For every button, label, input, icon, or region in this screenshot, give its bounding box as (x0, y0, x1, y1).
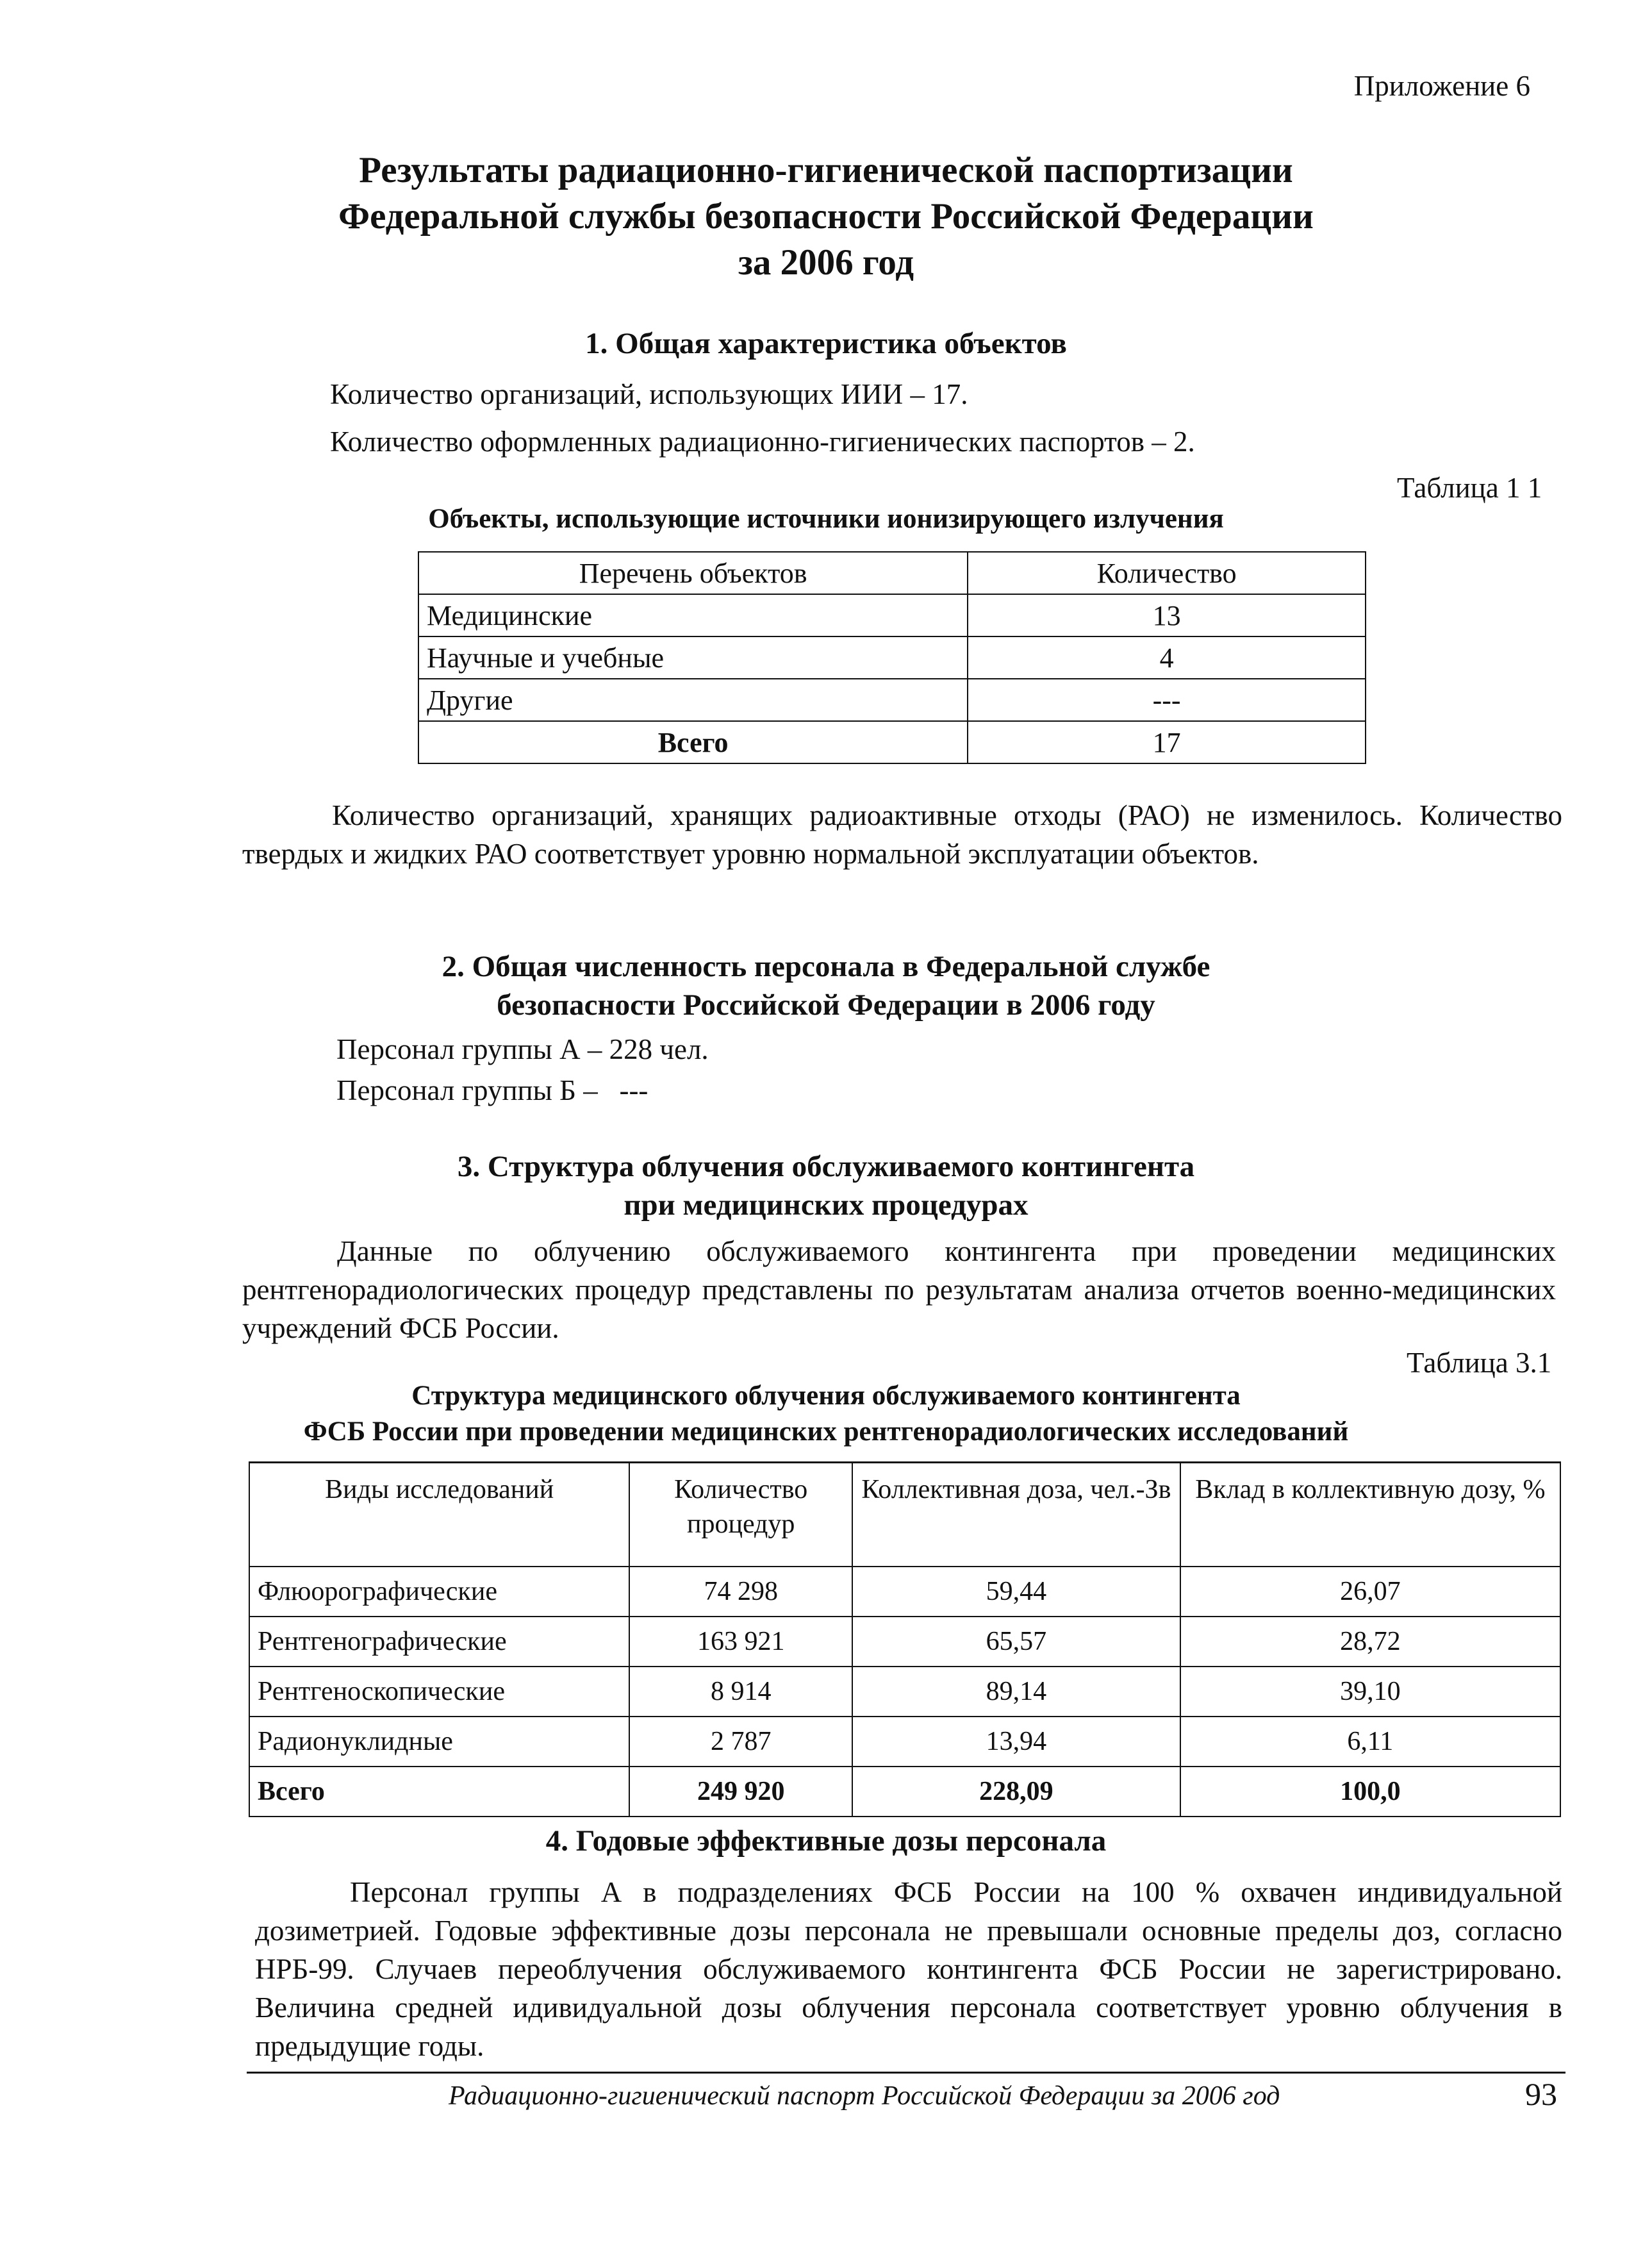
section-3-heading (0, 1147, 1652, 1224)
table-row (418, 679, 1366, 721)
table-row (249, 1567, 1560, 1617)
heading-line: безопасности Российской Федерации в 2006 году (497, 988, 1155, 1022)
total-count: 17 (968, 721, 1366, 763)
dose-share: 39,10 (1180, 1667, 1560, 1717)
total-label: Всего (249, 1767, 629, 1817)
column-header: Виды исследований (249, 1463, 629, 1567)
column-header: Коллективная доза, чел.-Зв (852, 1463, 1180, 1567)
column-header: Количество процедур (629, 1463, 852, 1567)
heading-line: 2. Общая численность персонала в Федеральной службе (442, 950, 1210, 983)
caption-line: ФСБ России при проведении медицинских рентгенорадиологических исследований (303, 1417, 1349, 1447)
footer-text: Радиационно-гигиенический паспорт Российской Федерации за 2006 год (449, 2081, 1280, 2111)
collective-dose: 89,14 (852, 1667, 1180, 1717)
caption-line: Структура медицинского облучения обслуживаемого контингента (411, 1381, 1241, 1411)
object-count: --- (968, 679, 1366, 721)
collective-dose: 65,57 (852, 1617, 1180, 1667)
procedure-count: 2 787 (629, 1717, 852, 1767)
medical-exposure-table (249, 1461, 1561, 1817)
section-1-heading: 1. Общая характеристика объектов (585, 327, 1067, 360)
table-2-number: Таблица 3.1 (1407, 1347, 1552, 1379)
total-share: 100,0 (1180, 1767, 1560, 1817)
heading-line: 3. Структура облучения обслуживаемого контингента (457, 1150, 1195, 1183)
heading-line: при медицинских процедурах (624, 1188, 1028, 1222)
column-header: Количество (968, 552, 1366, 594)
object-name: Научные и учебные (418, 636, 968, 679)
medical-data-paragraph: Данные по облучению обслуживаемого контингента при проведении медицинских рентгенорадиологических процедур представлены по результатам анализа отчетов военно-медицинских учреждений ФСБ России. (242, 1235, 1556, 1344)
annual-dose-paragraph: Персонал группы А в подразделениях ФСБ России на 100 % охвачен индивидуальной дозиметрией. Годовые эффективные дозы персонала не превышали основные пределы доз, согласно НРБ-99. Случаев переоблучения обслуживаемого контингента ФСБ России не зарегистрировано. Величина средней идивидуальной дозы облучения персонала соответствует уровню облучения в предыдущие годы. (255, 1876, 1562, 2062)
table-row (418, 594, 1366, 636)
table-total-row (249, 1767, 1560, 1817)
table-row (418, 636, 1366, 679)
table-1-number: Таблица 1 1 (1397, 472, 1542, 504)
table-row (249, 1667, 1560, 1717)
table-1-caption: Объекты, использующие источники ионизирующего излучения (428, 504, 1224, 534)
column-header: Вклад в коллективную дозу, % (1180, 1463, 1560, 1567)
rao-paragraph: Количество организаций, хранящих радиоактивные отходы (РАО) не изменилось. Количество твердых и жидких РАО соответствует уровню нормальной эксплуатации объектов. (242, 799, 1562, 870)
personnel-group-b: Персонал группы Б – --- (336, 1074, 648, 1106)
dose-share: 26,07 (1180, 1567, 1560, 1617)
org-count-line: Количество организаций, использующих ИИИ – 17. (330, 378, 968, 410)
column-header: Перечень объектов (418, 552, 968, 594)
table-row (249, 1617, 1560, 1667)
title-line: Результаты радиационно-гигиенической паспортизации (359, 150, 1293, 190)
exam-type: Флюорографические (249, 1567, 629, 1617)
appendix-label: Приложение 6 (1353, 70, 1530, 102)
table-row (249, 1717, 1560, 1767)
table-2-caption (0, 1378, 1652, 1450)
footer-rule (247, 2072, 1565, 2074)
section-2-heading (0, 947, 1652, 1024)
object-count: 13 (968, 594, 1366, 636)
procedure-count: 8 914 (629, 1667, 852, 1717)
exam-type: Радионуклидные (249, 1717, 629, 1767)
dose-share: 6,11 (1180, 1717, 1560, 1767)
title-line: Федеральной службы безопасности Российской Федерации (338, 196, 1314, 237)
object-name: Другие (418, 679, 968, 721)
title-line: за 2006 год (738, 242, 914, 283)
table-total-row (418, 721, 1366, 763)
total-procedures: 249 920 (629, 1767, 852, 1817)
object-name: Медицинские (418, 594, 968, 636)
total-label: Всего (418, 721, 968, 763)
procedure-count: 74 298 (629, 1567, 852, 1617)
collective-dose: 13,94 (852, 1717, 1180, 1767)
collective-dose: 59,44 (852, 1567, 1180, 1617)
document-title (0, 147, 1652, 286)
passport-count-line: Количество оформленных радиационно-гигиенических паспортов – 2. (330, 426, 1195, 458)
personnel-group-a: Персонал группы А – 228 чел. (336, 1033, 709, 1065)
objects-table (418, 551, 1366, 764)
exam-type: Рентгеноскопические (249, 1667, 629, 1717)
section-4-heading: 4. Годовые эффективные дозы персонала (545, 1824, 1107, 1858)
exam-type: Рентгенографические (249, 1617, 629, 1667)
dose-share: 28,72 (1180, 1617, 1560, 1667)
total-dose: 228,09 (852, 1767, 1180, 1817)
object-count: 4 (968, 636, 1366, 679)
procedure-count: 163 921 (629, 1617, 852, 1667)
page-number: 93 (1525, 2076, 1557, 2112)
